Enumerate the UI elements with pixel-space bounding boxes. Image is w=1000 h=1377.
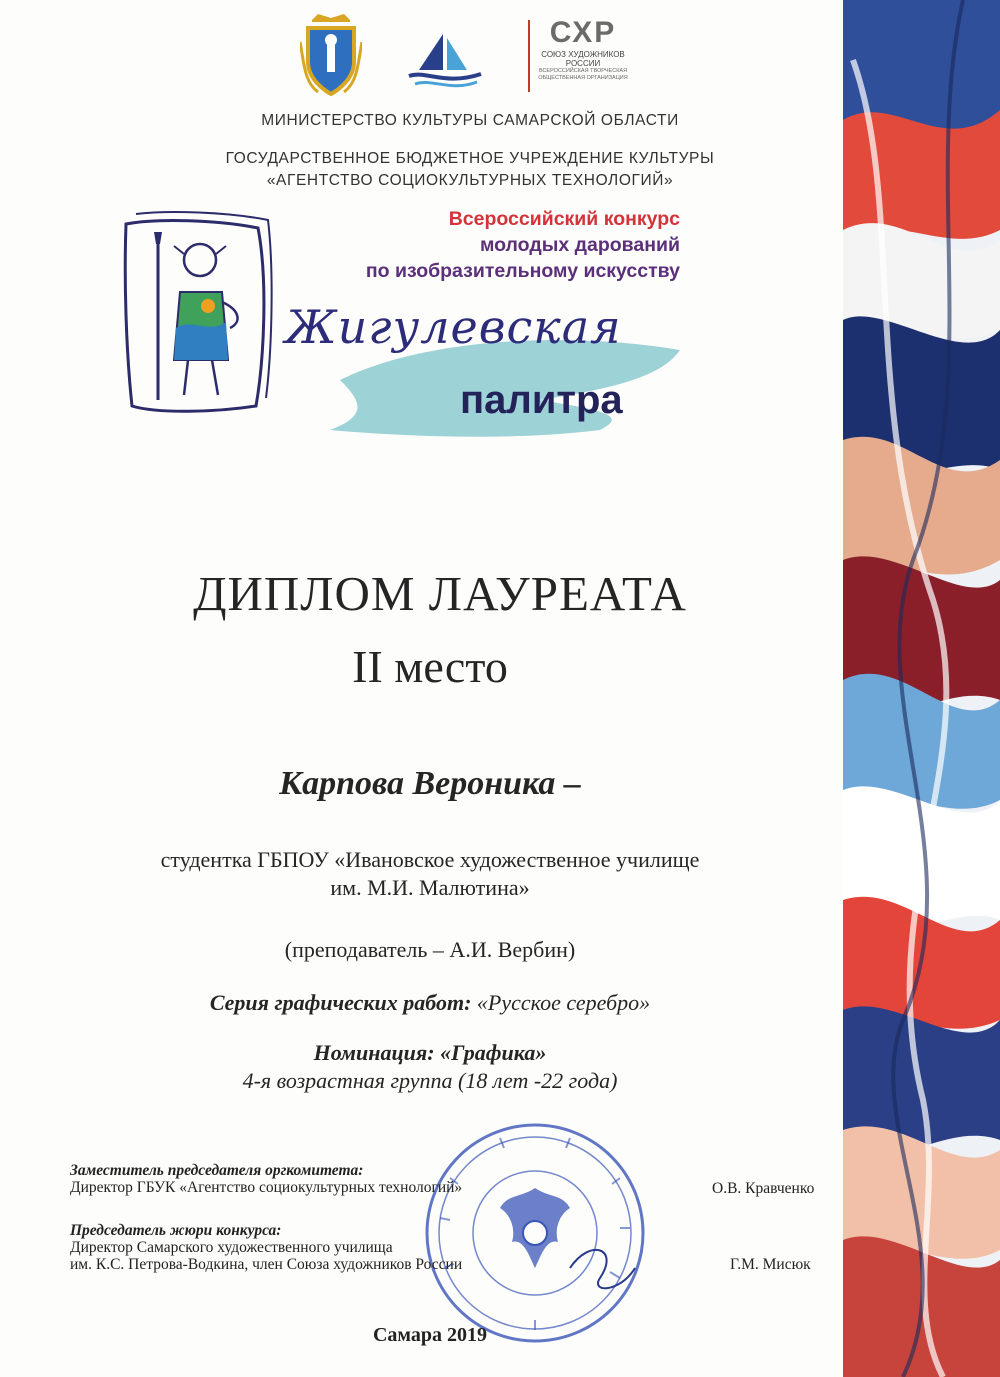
study-line-2: им. М.И. Малютина»: [330, 875, 530, 900]
signature-2-heading: Председатель жюри конкурса:: [70, 1222, 282, 1239]
marbled-side-strip: [843, 0, 1000, 1377]
header-logos: [290, 12, 650, 102]
logo-divider: [528, 20, 530, 92]
ministry-heading: МИНИСТЕРСТВО КУЛЬТУРЫ САМАРСКОЙ ОБЛАСТИ: [261, 112, 679, 129]
union-of-artists-logo: [528, 16, 638, 82]
city-year: Самара 2019: [372, 1324, 488, 1346]
signature-block-2: [70, 1222, 462, 1273]
diploma-title: ДИПЛОМ ЛАУРЕАТА: [193, 566, 687, 621]
study-line-1: студентка ГБПОУ «Ивановское художественное училище: [160, 847, 700, 872]
signature-1-line-1: Директор ГБУК «Агентство социокультурных технологий»: [70, 1179, 463, 1196]
signature-2-line-1: Директор Самарского художественного училища: [70, 1239, 393, 1256]
signature-2-name: Г.М. Мисюк: [730, 1256, 811, 1273]
series-line: [0, 990, 860, 1016]
recipient-name: Карпова Вероника –: [279, 765, 581, 802]
coat-of-arms-icon: [300, 12, 362, 103]
institution-line-1: ГОСУДАРСТВЕННОЕ БЮДЖЕТНОЕ УЧРЕЖДЕНИЕ КУЛЬТУРЫ: [225, 150, 715, 167]
contest-line-2: молодых дарований: [479, 234, 680, 256]
signature-block-1: [70, 1162, 462, 1196]
teacher-line: (преподаватель – А.И. Вербин): [284, 937, 576, 962]
union-caption-1: СОЮЗ ХУДОЖНИКОВ: [541, 50, 625, 59]
girl-with-brush-icon: [118, 210, 278, 420]
signature-scribble: [570, 1250, 635, 1288]
series-title: «Русское серебро»: [476, 990, 651, 1015]
brand-name-bold: палитра: [460, 378, 623, 422]
contest-line-1: Всероссийский конкурс: [448, 208, 680, 230]
girl-painter-illustration: [118, 210, 278, 425]
union-caption-3: ВСЕРОССИЙСКАЯ ТВОРЧЕСКАЯ: [538, 68, 628, 74]
union-caption-4: ОБЩЕСТВЕННАЯ ОРГАНИЗАЦИЯ: [538, 75, 628, 81]
signature-1-name: О.В. Кравченко: [712, 1180, 815, 1197]
marble-pattern-icon: [843, 0, 1000, 1377]
age-group-line: 4-я возрастная группа (18 лет -22 года): [242, 1068, 618, 1093]
contest-title: [300, 206, 680, 284]
signature-1-heading: Заместитель председателя оргкомитета:: [70, 1162, 364, 1179]
brand-name-script: Жигулевская: [285, 300, 622, 354]
union-mark: СХР: [549, 16, 617, 49]
sail-logo-icon: [405, 30, 485, 95]
institution-line-2: «АГЕНТСТВО СОЦИОКУЛЬТУРНЫХ ТЕХНОЛОГИЙ»: [266, 172, 674, 189]
nomination-line: Номинация: «Графика»: [313, 1040, 547, 1065]
series-label: Серия графических работ:: [209, 990, 472, 1015]
signature-2-line-2: им. К.С. Петрова-Водкина, член Союза художников России: [70, 1256, 463, 1273]
union-caption-2: РОССИИ: [565, 59, 601, 68]
contest-line-3: по изобразительному искусству: [365, 260, 680, 282]
diploma-place: II место: [352, 641, 508, 692]
